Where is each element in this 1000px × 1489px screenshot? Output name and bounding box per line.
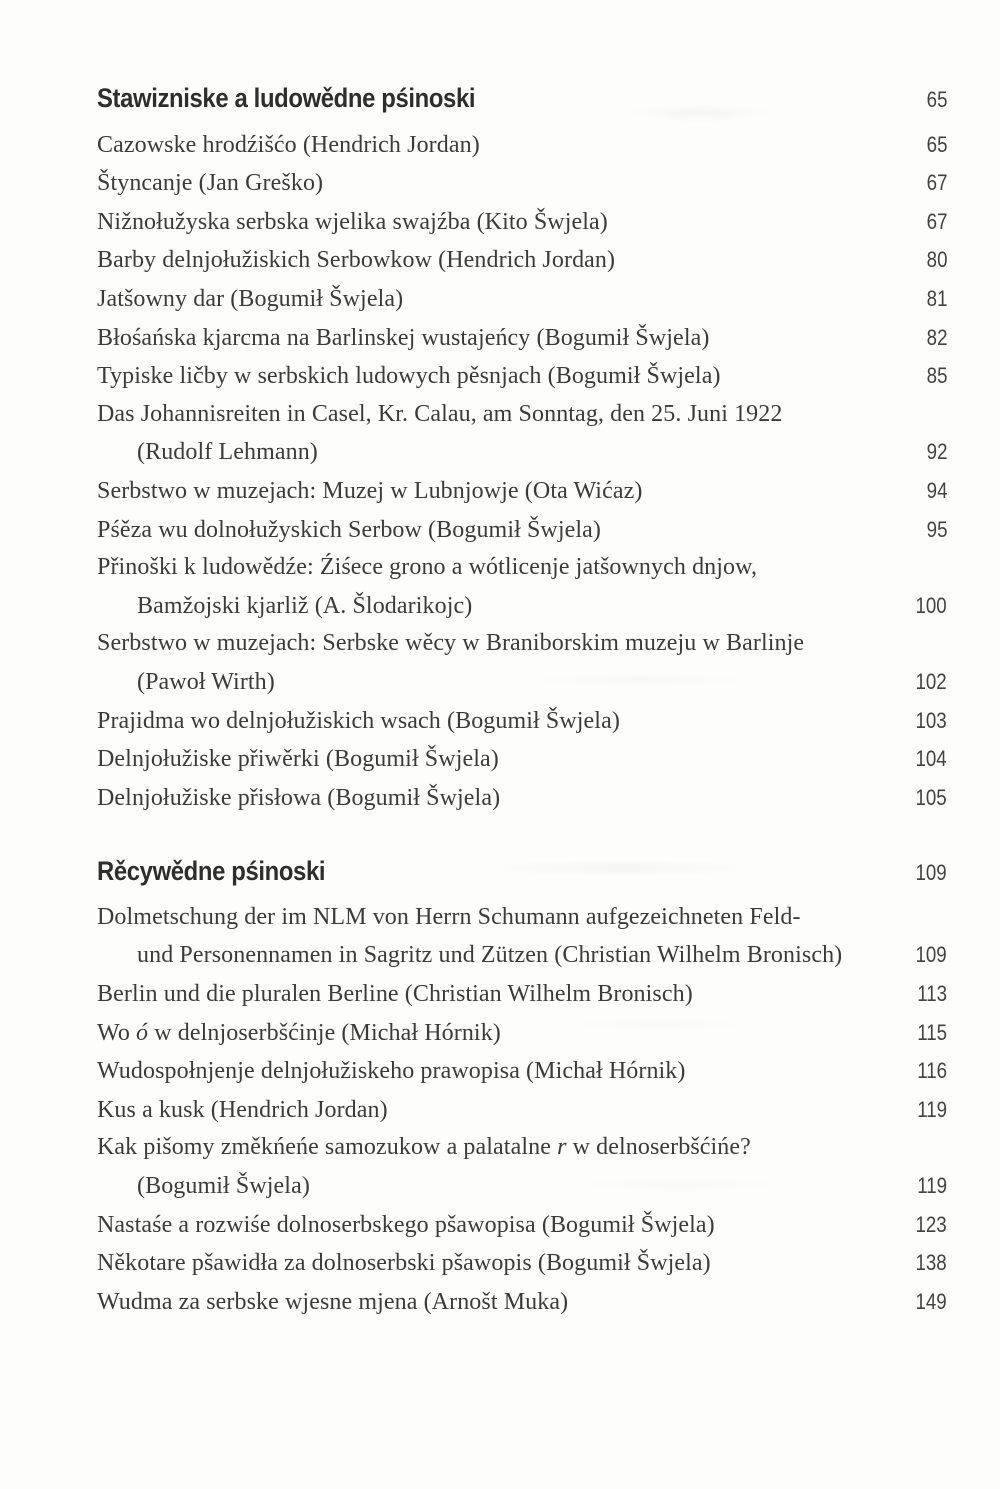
- toc-entry: [97, 1244, 947, 1283]
- section-heading-page-number: 109: [915, 860, 947, 886]
- toc-entry-line: [97, 1052, 947, 1091]
- toc-entry-title: [97, 1284, 568, 1322]
- toc-entry: [97, 1129, 947, 1205]
- toc-entry-line: [97, 587, 947, 626]
- toc-entry-page-number: 81: [926, 285, 947, 311]
- toc-entry-page-number: 149: [915, 1288, 947, 1314]
- toc-entry: [97, 1014, 947, 1053]
- toc-section: [97, 853, 947, 1321]
- toc-entry: [97, 319, 947, 358]
- toc-entry-title: [97, 1168, 310, 1206]
- toc-entry-line: [97, 357, 947, 396]
- toc-entry-title-segment: Serbstwo w muzejach: Serbske wěcy w Braniborskim muzeju w Barlinje: [97, 630, 805, 657]
- toc-entry-page-number: 82: [926, 324, 947, 350]
- toc-entry-title: [97, 204, 608, 242]
- toc-entry-title-italic-segment: ó: [136, 1019, 149, 1046]
- toc-entry-title-segment: (Rudolf Lehmann): [137, 439, 318, 466]
- toc-entry-title: [97, 396, 782, 434]
- toc-entry-title-italic-segment: r: [557, 1134, 567, 1161]
- toc-entry-line: [97, 203, 947, 242]
- toc-entry-title-segment: w delnoserbšćińe?: [566, 1134, 751, 1161]
- toc-entry-page-number: 65: [926, 131, 947, 157]
- toc-entry-title-segment: Nastaśe a rozwiśe dolnoserbskego pšawopisa (Bogumił Šwjela): [97, 1211, 715, 1238]
- toc-entry-title-segment: Błośańska kjarcma na Barlinskej wustajeńcy (Bogumił Šwjela): [97, 324, 710, 351]
- toc-entry-line: [97, 433, 947, 472]
- toc-entry-line: [97, 1014, 947, 1053]
- toc-entry-title-segment: Cazowske hrodźišćo (Hendrich Jordan): [97, 131, 480, 158]
- toc-entry-line: [97, 126, 947, 165]
- toc-entry-page-number: 104: [915, 746, 947, 772]
- toc-entry: [97, 740, 947, 779]
- toc-entry: [97, 779, 947, 818]
- toc-entry-page-number: 113: [917, 981, 947, 1007]
- toc-section: [97, 80, 947, 817]
- toc-entry-title-segment: Kus a kusk (Hendrich Jordan): [97, 1096, 388, 1123]
- toc-entry-title-segment: Bamžojski kjarliž (A. Šlodarikojc): [137, 592, 473, 619]
- toc-entry-title: [97, 320, 709, 358]
- toc-entry-title: [97, 741, 499, 779]
- toc-entry-title: [97, 512, 601, 550]
- toc-entry-title: [97, 242, 615, 280]
- toc-entry-page-number: 138: [915, 1250, 947, 1276]
- toc-entry-line: [97, 625, 947, 663]
- toc-entry-title: [97, 780, 500, 818]
- toc-entry-title: [97, 473, 642, 511]
- toc-entry-page-number: 116: [917, 1058, 947, 1084]
- toc-entry-page-number: 80: [926, 247, 947, 273]
- toc-entry-title: [97, 127, 480, 165]
- toc-entry-title: [97, 1092, 388, 1130]
- toc-entry: [97, 241, 947, 280]
- toc-entry-title: [97, 1207, 715, 1245]
- toc-entry-title: [97, 549, 757, 587]
- toc-entry-title-segment: Wo: [97, 1019, 137, 1046]
- toc-entry-title: [97, 625, 804, 663]
- toc-entry-title: [97, 434, 318, 472]
- toc-entry-page-number: 85: [926, 363, 947, 389]
- toc-entry-title-segment: Pśěza wu dolnołužyskich Serbow (Bogumił Šwjela): [97, 516, 601, 543]
- toc-entry-page-number: 102: [915, 668, 947, 694]
- toc-entry-title-segment: Typiske ličby w serbskich ludowych pěsnjach (Bogumił Šwjela): [97, 363, 721, 390]
- toc-entry-title-segment: Dolmetschung der im NLM von Herrn Schumann aufgezeichneten Feld-: [97, 903, 801, 930]
- toc-entry-title-segment: w delnjoserbšćinje (Michał Hórnik): [148, 1019, 501, 1046]
- toc-entry: [97, 164, 947, 203]
- section-heading-label: Stawizniske a ludowědne pśinoski: [97, 83, 476, 113]
- toc-entry-title-segment: Jatšowny dar (Bogumił Šwjela): [97, 285, 404, 312]
- toc-entry-page-number: 103: [915, 707, 947, 733]
- toc-entry-line: [97, 319, 947, 358]
- toc-entry-page-number: 100: [915, 592, 947, 618]
- toc-entry: [97, 472, 947, 511]
- toc-entry-title-segment: Serbstwo w muzejach: Muzej w Lubnjowje (Ota Wićaz): [97, 477, 643, 504]
- toc-entry-line: [97, 1283, 947, 1322]
- toc-entry: [97, 1206, 947, 1245]
- toc-entry-title-segment: Štyncanje (Jan Greško): [97, 170, 324, 197]
- toc-entry-page-number: 94: [926, 477, 947, 503]
- toc-entry-line: [97, 975, 947, 1014]
- toc-entry-line: [97, 472, 947, 511]
- toc-entry-line: [97, 1167, 947, 1206]
- toc-entry-line: [97, 663, 947, 702]
- toc-entry-line: [97, 511, 947, 550]
- toc-entry-line: [97, 280, 947, 319]
- toc-entry: [97, 357, 947, 396]
- section-heading-label: Rěcywědne pśinoski: [97, 856, 326, 887]
- toc-entry-line: [97, 740, 947, 779]
- toc-entry-page-number: 115: [917, 1019, 947, 1045]
- toc-entry-page-number: 105: [915, 784, 947, 810]
- toc-entry-title: [97, 1053, 686, 1091]
- toc-entry: [97, 549, 947, 625]
- toc-entry-line: [97, 1091, 947, 1130]
- toc-entry-page-number: 67: [926, 170, 947, 196]
- toc-entry-title-segment: Nižnołužyska serbska wjelika swajźba (Kito Šwjela): [97, 208, 608, 235]
- toc-entry-line: [97, 396, 947, 434]
- toc-entry-title-segment: Kak pišomy změkńeńe samozukow a palatalne: [97, 1134, 558, 1161]
- toc-entry: [97, 280, 947, 319]
- toc-entry-title: [97, 1129, 751, 1167]
- toc-entry-line: [97, 1129, 947, 1167]
- toc-entry: [97, 702, 947, 741]
- toc-entry-title: [97, 358, 721, 396]
- toc-entry-line: [97, 1206, 947, 1245]
- toc-entry-title: [97, 899, 801, 937]
- toc-entry-title-segment: Delnjołužiske přiwěrki (Bogumił Šwjela): [97, 746, 499, 773]
- toc-entry-title: [97, 664, 275, 702]
- toc-entry-page-number: 92: [926, 439, 947, 465]
- toc-entry-title: [97, 937, 842, 975]
- toc-entry-title: [97, 588, 472, 626]
- toc-entry: [97, 1283, 947, 1322]
- toc-entry-title-segment: Barby delnjołužiskich Serbowkow (Hendrich Jordan): [97, 247, 616, 274]
- toc-entry-line: [97, 164, 947, 203]
- toc-entry-title: [97, 976, 693, 1014]
- toc-entry-line: [97, 779, 947, 818]
- toc-entry-title: [97, 1015, 501, 1053]
- toc-entry-line: [97, 899, 947, 937]
- toc-entry-page-number: 67: [926, 208, 947, 234]
- toc-entry-title-segment: (Bogumił Šwjela): [137, 1173, 310, 1200]
- toc-entry: [97, 1052, 947, 1091]
- toc-entry-title-segment: (Pawoł Wirth): [137, 668, 275, 695]
- toc-entry: [97, 511, 947, 550]
- toc-entry: [97, 126, 947, 165]
- toc-entry-title: [97, 165, 323, 203]
- toc-entry: [97, 203, 947, 242]
- toc-entry-title: [97, 703, 620, 741]
- toc-entry-page-number: 95: [926, 516, 947, 542]
- toc-entry-title: [97, 1245, 711, 1283]
- toc-entry-title-segment: Prajidma wo delnjołužiskich wsach (Bogumił Šwjela): [97, 707, 620, 734]
- toc-entry-line: [97, 549, 947, 587]
- toc-entry: [97, 625, 947, 701]
- toc-entry-title-segment: Někotare pšawidła za dolnoserbski pšawopis (Bogumił Šwjela): [97, 1250, 711, 1277]
- section-heading-page-number: 65: [926, 87, 947, 112]
- toc-entry-page-number: 119: [917, 1173, 947, 1199]
- toc-entry: [97, 1091, 947, 1130]
- toc-entry-line: [97, 702, 947, 741]
- toc-entry-title-segment: Wudospołnjenje delnjołužiskeho prawopisa (Michał Hórnik): [97, 1058, 686, 1085]
- toc-entry: [97, 899, 947, 975]
- toc-entry-title: [97, 281, 403, 319]
- toc-entry-line: [97, 1244, 947, 1283]
- toc-entry-title-segment: Wudma za serbske wjesne mjena (Arnošt Muka): [97, 1288, 569, 1315]
- section-heading-row: [97, 80, 947, 119]
- toc-entry-title-segment: Das Johannisreiten in Casel, Kr. Calau, am Sonntag, den 25. Juni 1922: [97, 400, 783, 427]
- section-heading-row: [97, 853, 947, 892]
- toc-entry-page-number: 123: [915, 1211, 947, 1237]
- toc-entry-title-segment: und Personennamen in Sagritz und Zützen (Christian Wilhelm Bronisch): [137, 942, 843, 969]
- toc-entry-page-number: 109: [915, 942, 947, 968]
- toc-entry-title-segment: Delnjołužiske přisłowa (Bogumił Šwjela): [97, 784, 501, 811]
- toc-entry-line: [97, 241, 947, 280]
- toc-entry-page-number: 119: [917, 1096, 947, 1122]
- toc-entry: [97, 396, 947, 472]
- toc-entry-line: [97, 936, 947, 975]
- toc-entry: [97, 975, 947, 1014]
- toc-entry-title-segment: Berlin und die pluralen Berline (Christian Wilhelm Bronisch): [97, 981, 693, 1008]
- toc-entry-title-segment: Přinoški k ludowědźe: Źiśece grono a wótlicenje jatšownych dnjow,: [97, 554, 758, 581]
